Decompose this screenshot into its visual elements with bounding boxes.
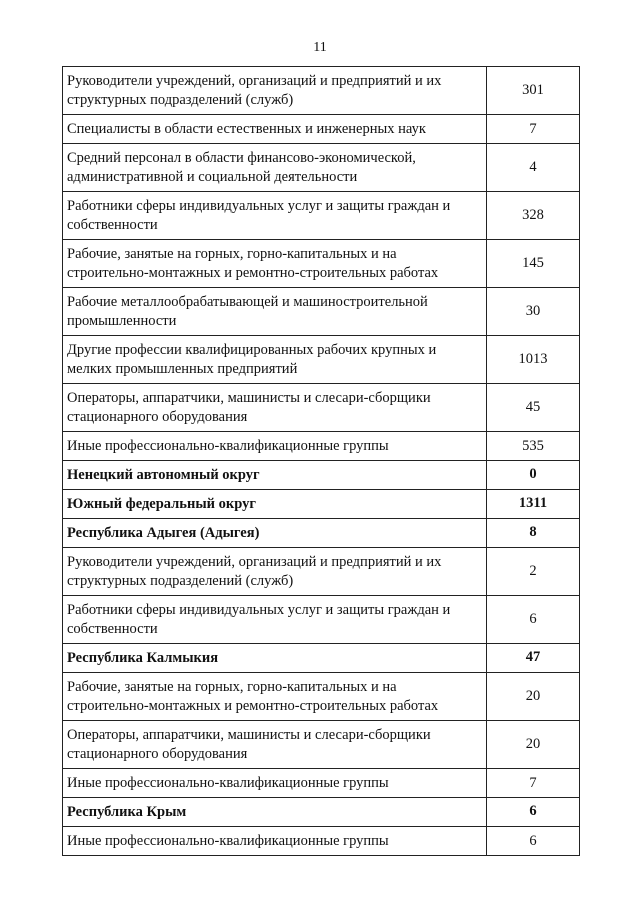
table-row xyxy=(63,432,580,461)
occupation-group-cell: Специалисты в области естественных и инженерных наук xyxy=(63,115,487,144)
table-row xyxy=(63,288,580,336)
region-name-cell: Южный федеральный округ xyxy=(63,490,487,519)
table-row xyxy=(63,827,580,856)
count-cell: 20 xyxy=(487,673,580,721)
region-total-cell: 8 xyxy=(487,519,580,548)
occupation-group-cell: Иные профессионально-квалификационные группы xyxy=(63,827,487,856)
count-cell: 145 xyxy=(487,240,580,288)
region-name-cell: Республика Калмыкия xyxy=(63,644,487,673)
table-row xyxy=(63,240,580,288)
table-row xyxy=(63,144,580,192)
count-cell: 20 xyxy=(487,721,580,769)
table-row xyxy=(63,548,580,596)
region-total-cell: 1311 xyxy=(487,490,580,519)
region-row xyxy=(63,798,580,827)
statistics-table xyxy=(62,66,580,856)
region-row xyxy=(63,490,580,519)
region-row xyxy=(63,644,580,673)
region-row xyxy=(63,461,580,490)
region-row xyxy=(63,519,580,548)
table-row xyxy=(63,769,580,798)
occupation-group-cell: Руководители учреждений, организаций и предприятий и их структурных подразделений (служб) xyxy=(63,548,487,596)
table-row xyxy=(63,721,580,769)
occupation-group-cell: Иные профессионально-квалификационные группы xyxy=(63,432,487,461)
count-cell: 2 xyxy=(487,548,580,596)
count-cell: 4 xyxy=(487,144,580,192)
count-cell: 6 xyxy=(487,596,580,644)
occupation-group-cell: Операторы, аппаратчики, машинисты и слесари-сборщики стационарного оборудования xyxy=(63,384,487,432)
table-row xyxy=(63,192,580,240)
occupation-group-cell: Работники сферы индивидуальных услуг и защиты граждан и собственности xyxy=(63,596,487,644)
occupation-group-cell: Операторы, аппаратчики, машинисты и слесари-сборщики стационарного оборудования xyxy=(63,721,487,769)
count-cell: 45 xyxy=(487,384,580,432)
count-cell: 1013 xyxy=(487,336,580,384)
count-cell: 30 xyxy=(487,288,580,336)
region-total-cell: 0 xyxy=(487,461,580,490)
occupation-group-cell: Другие профессии квалифицированных рабочих крупных и мелких промышленных предприятий xyxy=(63,336,487,384)
occupation-group-cell: Рабочие, занятые на горных, горно-капитальных и на строительно-монтажных и ремонтно-строительных работах xyxy=(63,673,487,721)
occupation-group-cell: Средний персонал в области финансово-экономической, административной и социальной деятельности xyxy=(63,144,487,192)
count-cell: 301 xyxy=(487,67,580,115)
count-cell: 6 xyxy=(487,827,580,856)
count-cell: 7 xyxy=(487,115,580,144)
table-row xyxy=(63,384,580,432)
page-number: 11 xyxy=(313,40,327,55)
occupation-group-cell: Руководители учреждений, организаций и предприятий и их структурных подразделений (служб) xyxy=(63,67,487,115)
occupation-group-cell: Рабочие, занятые на горных, горно-капитальных и на строительно-монтажных и ремонтно-строительных работах xyxy=(63,240,487,288)
region-total-cell: 6 xyxy=(487,798,580,827)
table-body xyxy=(63,67,580,856)
occupation-group-cell: Рабочие металлообрабатывающей и машиностроительной промышленности xyxy=(63,288,487,336)
count-cell: 535 xyxy=(487,432,580,461)
region-name-cell: Республика Адыгея (Адыгея) xyxy=(63,519,487,548)
table-row xyxy=(63,67,580,115)
table-row xyxy=(63,115,580,144)
region-name-cell: Республика Крым xyxy=(63,798,487,827)
count-cell: 328 xyxy=(487,192,580,240)
table-row xyxy=(63,596,580,644)
table-row xyxy=(63,673,580,721)
region-total-cell: 47 xyxy=(487,644,580,673)
count-cell: 7 xyxy=(487,769,580,798)
table-row xyxy=(63,336,580,384)
region-name-cell: Ненецкий автономный округ xyxy=(63,461,487,490)
occupation-group-cell: Работники сферы индивидуальных услуг и защиты граждан и собственности xyxy=(63,192,487,240)
occupation-group-cell: Иные профессионально-квалификационные группы xyxy=(63,769,487,798)
